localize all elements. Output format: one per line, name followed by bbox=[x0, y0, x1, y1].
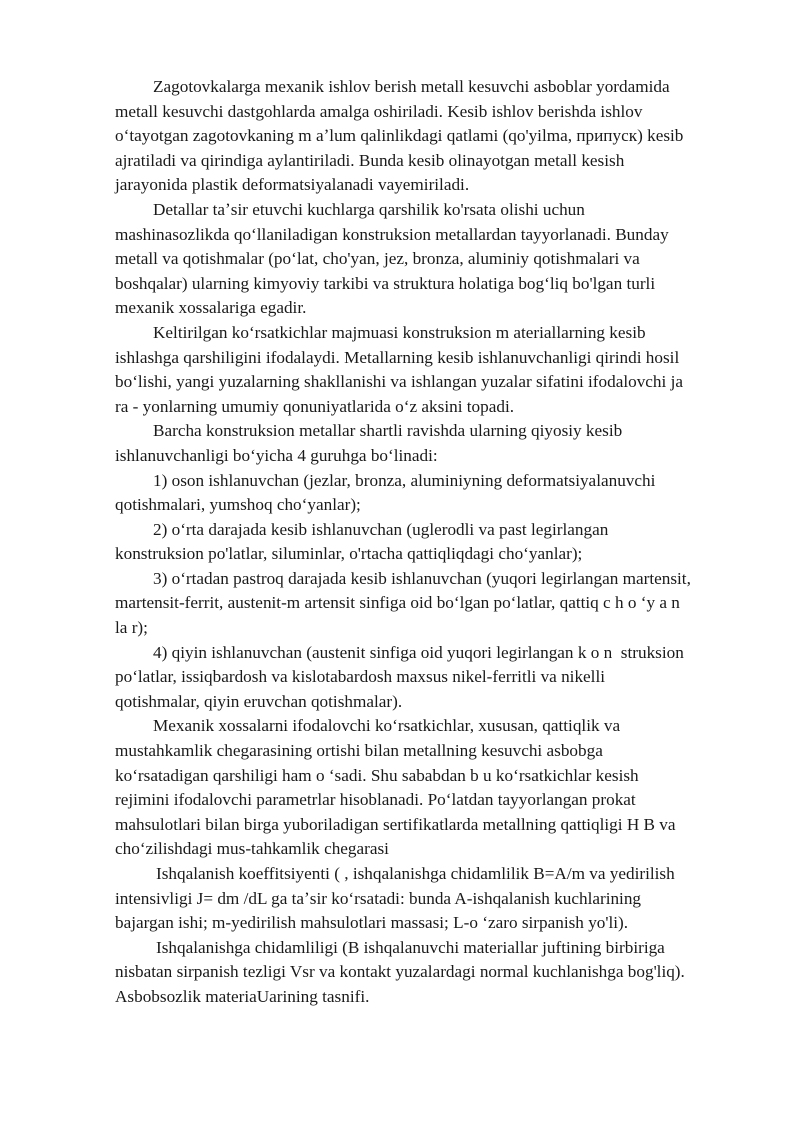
text-line: mashinasozlikda qoʻllaniladigan konstruksion metallardan tayyorlanadi. Bunday bbox=[115, 224, 669, 244]
text-line: qotishmalari, yumshoq choʻyanlar); bbox=[115, 495, 361, 515]
text-line: Asbobsozlik materiaUarining tasnifi. bbox=[115, 986, 370, 1006]
text-line: mahsulotlari bilan birga yuboriladigan sertifikatlarda metallning qattiqligi H B va bbox=[115, 814, 676, 834]
text-line: Barcha konstruksion metallar shartli ravishda ularning qiyosiy kesib bbox=[153, 421, 623, 441]
paragraph-7 bbox=[115, 936, 750, 1010]
text-line: Zagotovkalarga mexanik ishlov berish metall kesuvchi asboblar yordamida bbox=[153, 77, 670, 96]
text-line: Keltirilgan koʻrsatkichlar majmuasi konstruksion m ateriallarning kesib bbox=[153, 322, 646, 342]
list-item-1 bbox=[115, 469, 750, 518]
text-line: metall kesuvchi dastgohlarda amalga oshiriladi. Kesib ishlov berishda ishlov bbox=[115, 101, 643, 121]
text-line: qotishmalar, qiyin eruvchan qotishmalar). bbox=[115, 691, 403, 711]
text-line: 4) qiyin ishlanuvchan (austenit sinfiga oid yuqori legirlangan k o n struksion bbox=[153, 642, 684, 662]
text-line: mexanik xossalariga egadir. bbox=[115, 298, 307, 318]
text-line: Ishqalanish koeffitsiyenti ( , ishqalanishga chidamlilik B=A/m va yedirilish bbox=[156, 864, 675, 883]
text-line: konstruksion po'latlar, siluminlar, o'rtacha qattiqliqdagi choʻyanlar); bbox=[115, 544, 583, 564]
text-line: 1) oson ishlanuvchan (jezlar, bronza, aluminiyning deformatsiyalanuvchi bbox=[153, 470, 656, 490]
document-page bbox=[115, 75, 750, 1010]
text-line: poʻlatlar, issiqbardosh va kislotabardosh maxsus nikel-ferritli va nikelli bbox=[115, 667, 606, 687]
text-line: 2) oʻrta darajada kesib ishlanuvchan (uglerodli va past legirlangan bbox=[153, 519, 609, 539]
list-item-3 bbox=[115, 567, 750, 641]
paragraph-2 bbox=[115, 198, 750, 321]
paragraph-1 bbox=[115, 75, 750, 198]
text-line: ra - yonlarning umumiy qonuniyatlarida oʻz aksini topadi. bbox=[115, 396, 515, 416]
text-line: choʻzilishdagi mus-tahkamlik chegarasi bbox=[115, 839, 389, 859]
paragraph-4 bbox=[115, 419, 750, 468]
text-line: la r); bbox=[115, 618, 148, 638]
text-line: ajratiladi va qirindiga aylantiriladi. Bunda kesib olinayotgan metall kesish bbox=[115, 150, 625, 170]
text-line: Ishqalanishga chidamliligi (B ishqalanuvchi materiallar juftining birbiriga bbox=[156, 937, 665, 957]
paragraph-6 bbox=[115, 862, 750, 936]
text-line: intensivligi J= dm /dL ga taʼsir koʻrsatadi: bunda A-ishqalanish kuchlarining bbox=[115, 888, 642, 908]
text-line: rejimini ifodalovchi parametrlar hisoblanadi. Poʻlatdan tayyorlangan prokat bbox=[115, 790, 636, 810]
paragraph-3 bbox=[115, 321, 750, 419]
text-line: Detallar taʼsir etuvchi kuchlarga qarshilik ko'rsata olishi uchun bbox=[153, 199, 585, 219]
paragraph-5 bbox=[115, 714, 750, 862]
text-line: boshqalar) ularning kimyoviy tarkibi va struktura holatiga bogʻliq bo'lgan turli bbox=[115, 273, 656, 293]
text-line: koʻrsatadigan qarshiligi ham o ʻsadi. Shu sababdan b u koʻrsatkichlar kesish bbox=[115, 765, 639, 785]
text-line: ishlashga qarshiligini ifodalaydi. Metallarning kesib ishlanuvchanligi qirindi hosil bbox=[115, 347, 680, 367]
text-line: martensit-ferrit, austenit-m artensit sinfiga oid boʻlgan poʻlatlar, qattiq c h o ʻy a n bbox=[115, 593, 680, 613]
list-item-2 bbox=[115, 518, 750, 567]
text-line: Mexanik xossalarni ifodalovchi koʻrsatkichlar, xususan, qattiqlik va bbox=[153, 716, 621, 736]
text-line: boʻlishi, yangi yuzalarning shakllanishi va ishlangan yuzalar sifatini ifodalovchi ja bbox=[115, 372, 683, 392]
text-line: nisbatan sirpanish tezligi Vsr va kontakt yuzalardagi normal kuchlanishga bog'liq). bbox=[115, 962, 685, 982]
text-line: jarayonida plastik deformatsiyalanadi vayemiriladi. bbox=[115, 175, 470, 195]
text-line: ishlanuvchanligi boʻyicha 4 guruhga boʻlinadi: bbox=[115, 445, 438, 465]
text-line: 3) oʻrtadan pastroq darajada kesib ishlanuvchan (yuqori legirlangan martensit, bbox=[153, 568, 691, 588]
text-line: mustahkamlik chegarasining ortishi bilan metallning kesuvchi asbobga bbox=[115, 741, 603, 761]
text-line: metall va qotishmalar (poʻlat, cho'yan, jez, bronza, aluminiy qotishmalari va bbox=[115, 249, 640, 269]
text-line: oʻtayotgan zagotovkaning m aʼlum qalinlikdagi qatlami (qo'yilma, припуск) kesib bbox=[115, 126, 684, 146]
text-line: bajargan ishi; m-yedirilish mahsulotlari massasi; L-o ʻzaro sirpanish yo'li). bbox=[115, 913, 629, 933]
list-item-4 bbox=[115, 641, 750, 715]
